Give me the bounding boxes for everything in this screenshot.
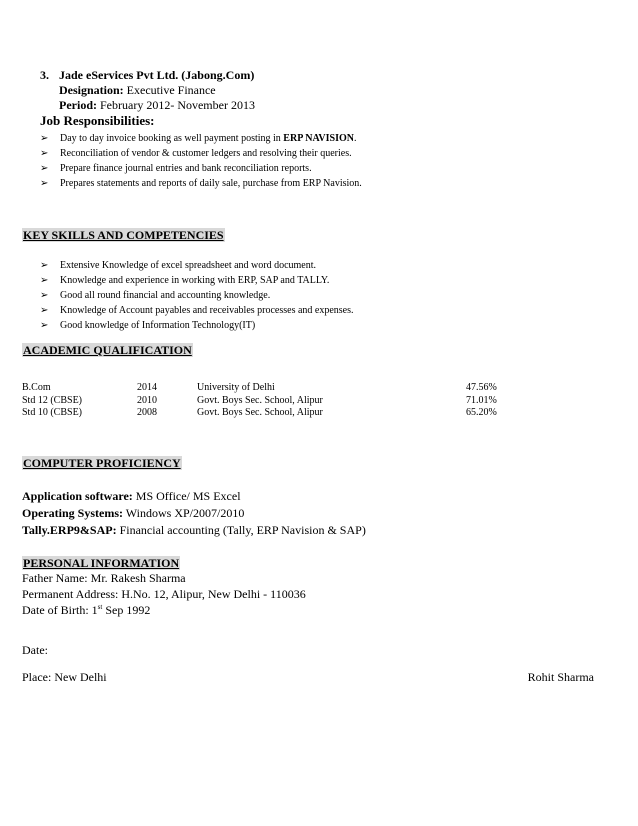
year-cell: 2014 bbox=[137, 382, 157, 393]
computer-label: Application software: bbox=[22, 489, 133, 503]
date-label: Date: bbox=[22, 643, 48, 657]
arrowhead-bullet-icon: ➢ bbox=[40, 133, 49, 144]
arrowhead-bullet-icon: ➢ bbox=[40, 290, 49, 301]
responsibility-text: Reconciliation of vendor & customer ledgers and resolving their queries. bbox=[60, 148, 352, 159]
computer-value: Windows XP/2007/2010 bbox=[125, 506, 245, 520]
skill-text: Good knowledge of Information Technology(IT) bbox=[60, 320, 256, 331]
list-item bbox=[40, 131, 362, 146]
score-cell: 71.01% bbox=[466, 395, 497, 406]
date-of-birth bbox=[22, 603, 150, 618]
course-cell: Std 12 (CBSE) bbox=[22, 395, 83, 406]
designation-value: Executive Finance bbox=[126, 83, 216, 97]
designation-label: Designation: bbox=[59, 83, 124, 97]
table-row bbox=[22, 382, 497, 395]
institution-cell: Govt. Boys Sec. School, Alipur bbox=[197, 407, 323, 418]
academic-heading: ACADEMIC QUALIFICATION bbox=[23, 343, 192, 357]
list-item bbox=[40, 146, 362, 161]
permanent-address: Permanent Address: H.No. 12, Alipur, New Delhi - 110036 bbox=[22, 587, 306, 601]
arrowhead-bullet-icon: ➢ bbox=[40, 305, 49, 316]
computer-line bbox=[22, 489, 241, 504]
list-item bbox=[40, 161, 362, 176]
skills-list bbox=[40, 258, 354, 333]
computer-line bbox=[22, 506, 244, 521]
responsibilities-list bbox=[40, 131, 362, 191]
list-item bbox=[40, 303, 354, 318]
dob-sup: st bbox=[97, 603, 103, 611]
computer-label: Operating Systems: bbox=[22, 506, 123, 520]
responsibility-text: Prepare finance journal entries and bank reconciliation reports. bbox=[60, 163, 312, 174]
skill-text: Knowledge of Account payables and receivables processes and expenses. bbox=[60, 305, 354, 316]
job-company: Jade eServices Pvt Ltd. (Jabong.Com) bbox=[59, 68, 255, 82]
skill-text: Knowledge and experience in working with ERP, SAP and TALLY. bbox=[60, 275, 330, 286]
father-name: Father Name: Mr. Rakesh Sharma bbox=[22, 571, 186, 585]
responsibility-text: Day to day invoice booking as well payment posting in bbox=[60, 133, 284, 144]
list-item bbox=[40, 176, 362, 191]
job-number: 3. bbox=[40, 68, 49, 82]
job-designation bbox=[59, 83, 216, 98]
computer-line bbox=[22, 523, 366, 538]
list-item bbox=[40, 318, 354, 333]
year-cell: 2008 bbox=[137, 407, 157, 418]
dob-suffix: Sep 1992 bbox=[102, 603, 151, 617]
dob-prefix: Date of Birth: 1 bbox=[22, 603, 98, 617]
job-period bbox=[59, 98, 255, 113]
skills-heading: KEY SKILLS AND COMPETENCIES bbox=[23, 228, 224, 242]
institution-cell: University of Delhi bbox=[197, 382, 275, 393]
period-value: February 2012- November 2013 bbox=[100, 98, 255, 112]
arrowhead-bullet-icon: ➢ bbox=[40, 148, 49, 159]
skill-text: Good all round financial and accounting knowledge. bbox=[60, 290, 271, 301]
arrowhead-bullet-icon: ➢ bbox=[40, 178, 49, 189]
signature-name: Rohit Sharma bbox=[527, 670, 594, 684]
computer-value: MS Office/ MS Excel bbox=[135, 489, 241, 503]
list-item bbox=[40, 273, 354, 288]
score-cell: 65.20% bbox=[466, 407, 497, 418]
table-row bbox=[22, 407, 497, 420]
arrowhead-bullet-icon: ➢ bbox=[40, 320, 49, 331]
year-cell: 2010 bbox=[137, 395, 157, 406]
arrowhead-bullet-icon: ➢ bbox=[40, 260, 49, 271]
arrowhead-bullet-icon: ➢ bbox=[40, 275, 49, 286]
computer-label: Tally.ERP9&SAP: bbox=[22, 523, 117, 537]
list-item bbox=[40, 258, 354, 273]
responsibility-text: Prepares statements and reports of daily sale, purchase from ERP Navision. bbox=[60, 178, 362, 189]
computer-value: Financial accounting (Tally, ERP Navision & SAP) bbox=[119, 523, 366, 537]
period-label: Period: bbox=[59, 98, 97, 112]
computer-heading: COMPUTER PROFICIENCY bbox=[23, 456, 181, 470]
skill-text: Extensive Knowledge of excel spreadsheet and word document. bbox=[60, 260, 317, 271]
score-cell: 47.56% bbox=[466, 382, 497, 393]
institution-cell: Govt. Boys Sec. School, Alipur bbox=[197, 395, 323, 406]
arrowhead-bullet-icon: ➢ bbox=[40, 163, 49, 174]
personal-heading: PERSONAL INFORMATION bbox=[23, 556, 180, 570]
responsibility-tail: . bbox=[353, 133, 357, 144]
responsibilities-heading: Job Responsibilities: bbox=[40, 113, 155, 128]
list-item bbox=[40, 288, 354, 303]
place: Place: New Delhi bbox=[22, 670, 107, 684]
responsibility-strong: ERP NAVISION bbox=[283, 133, 354, 144]
course-cell: Std 10 (CBSE) bbox=[22, 407, 83, 418]
course-cell: B.Com bbox=[22, 382, 51, 393]
